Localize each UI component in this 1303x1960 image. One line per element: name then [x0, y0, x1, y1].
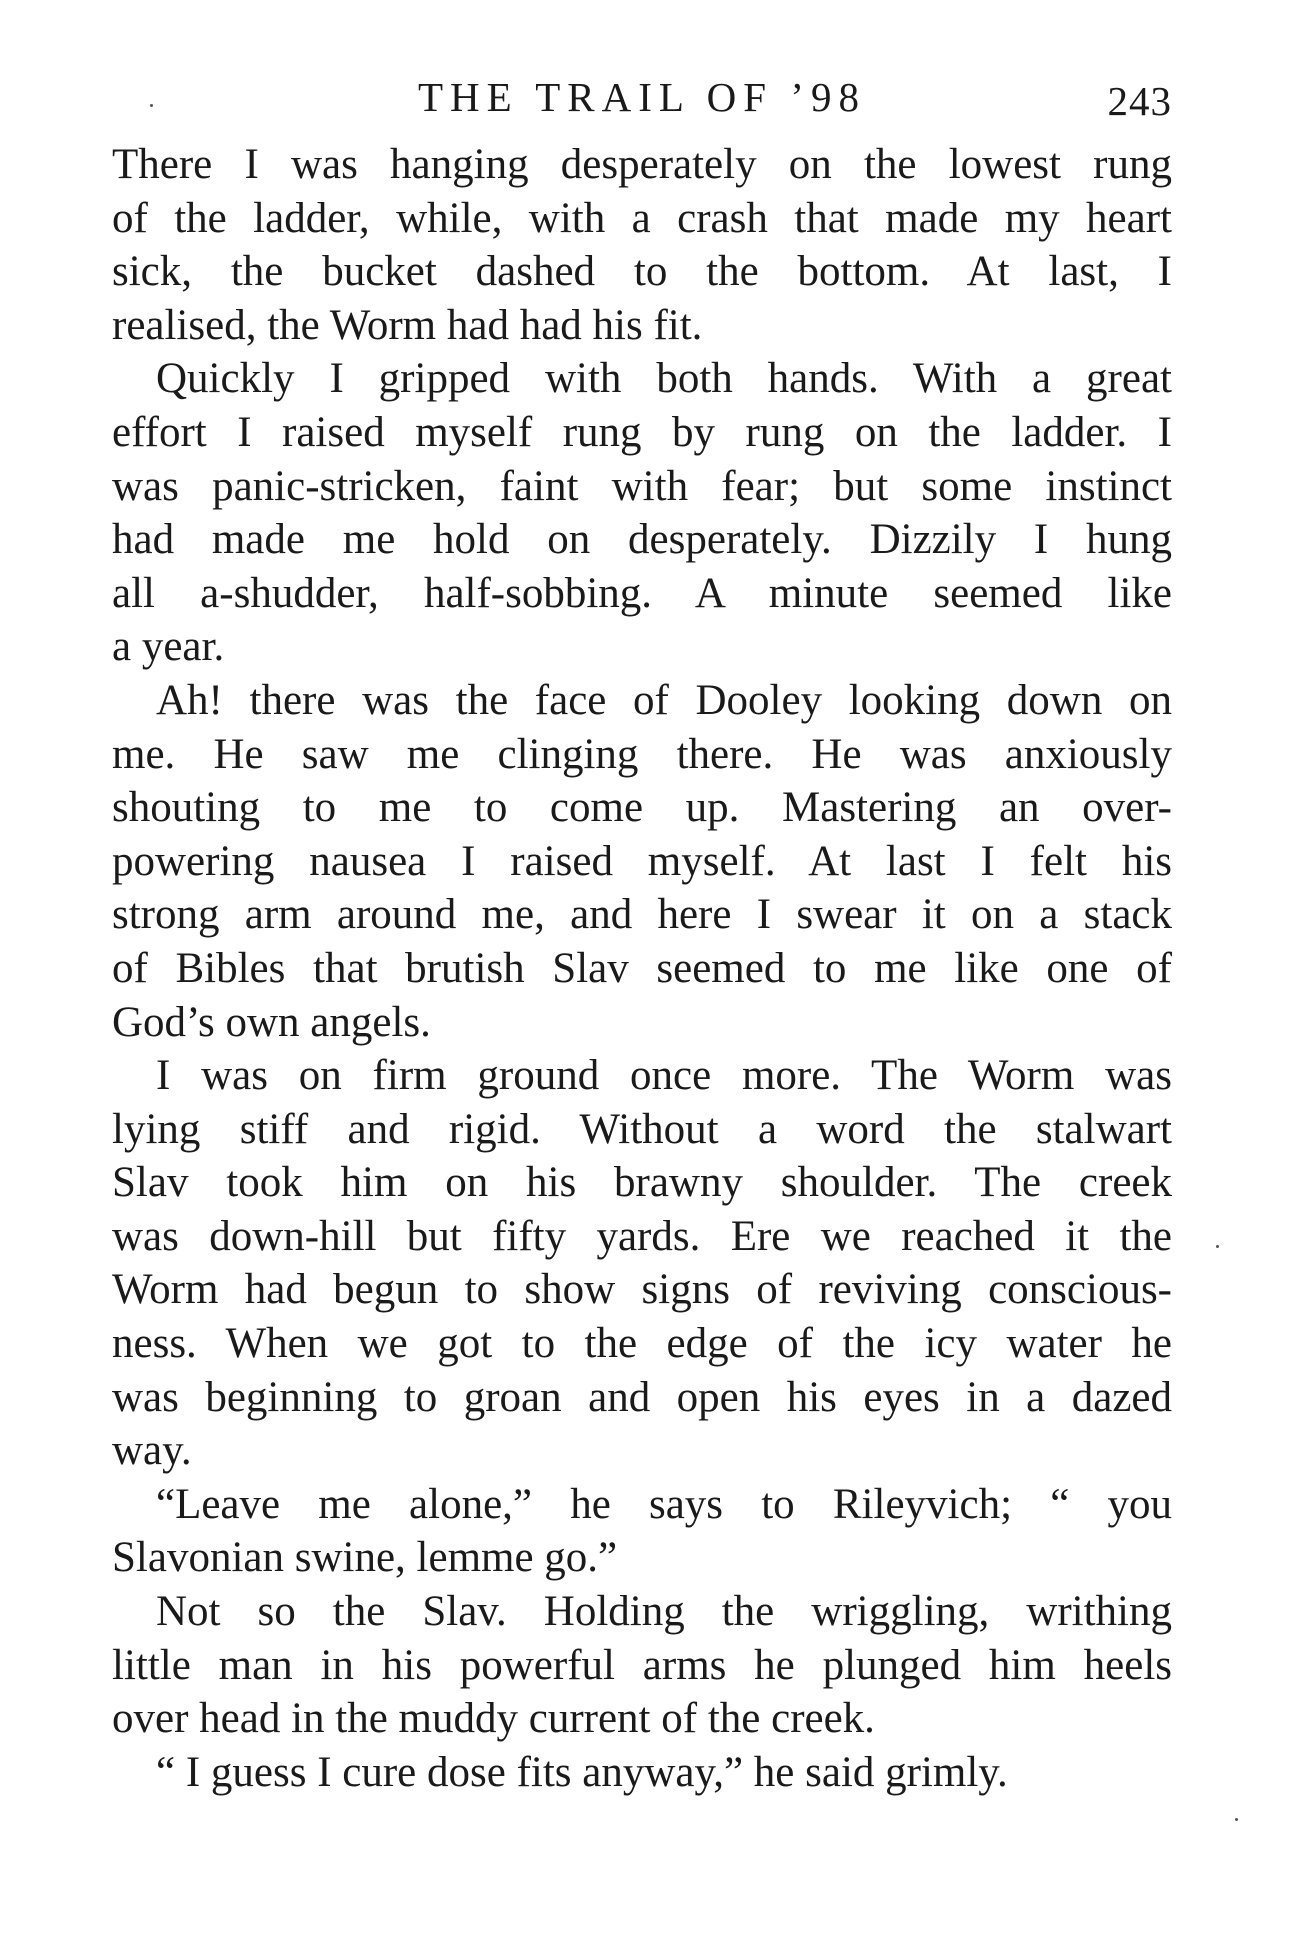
ink-speck — [1216, 1245, 1219, 1248]
text-line: was down-hill but fifty yards. Ere we reached it the — [112, 1212, 1172, 1260]
text-line: sick, the bucket dashed to the bottom. At last, I — [112, 248, 1172, 296]
text-line: had made me hold on desperately. Dizzily I hung — [112, 516, 1172, 564]
ink-speck — [1235, 1818, 1238, 1821]
paragraph — [112, 352, 1172, 674]
text-line: Slav took him on his brawny shoulder. The creek — [112, 1159, 1172, 1207]
paragraph — [112, 674, 1172, 1049]
text-line: Not so the Slav. Holding the wriggling, writhing — [156, 1588, 1172, 1636]
body-text — [112, 138, 1172, 1799]
text-line: powering nausea I raised myself. At last I felt his — [112, 837, 1172, 885]
text-line: was panic-stricken, faint with fear; but some instinct — [112, 462, 1172, 510]
text-line: realised, the Worm had had his fit. — [112, 301, 703, 349]
page-number: 243 — [1107, 78, 1172, 124]
text-line: me. He saw me clinging there. He was anxiously — [112, 730, 1172, 778]
text-line: over head in the muddy current of the creek. — [112, 1695, 875, 1743]
paragraph — [112, 138, 1172, 352]
text-line: lying stiff and rigid. Without a word the stalwart — [112, 1105, 1172, 1153]
paragraph — [112, 1049, 1172, 1478]
text-line: of the ladder, while, with a crash that made my heart — [112, 194, 1172, 242]
text-line: all a-shudder, half-sobbing. A minute seemed like — [112, 569, 1172, 617]
text-line: Quickly I gripped with both hands. With a great — [156, 355, 1172, 403]
text-line: ness. When we got to the edge of the icy water he — [112, 1320, 1172, 1368]
paragraph — [112, 1746, 1172, 1800]
text-line: shouting to me to come up. Mastering an over- — [112, 784, 1172, 832]
text-line: effort I raised myself rung by rung on the ladder. I — [112, 408, 1172, 456]
text-line: I was on firm ground once more. The Worm was — [156, 1052, 1172, 1100]
text-line: a year. — [112, 623, 225, 671]
text-line: “ I guess I cure dose fits anyway,” he said grimly. — [156, 1748, 1008, 1796]
running-title: THE TRAIL OF ’98 — [418, 74, 866, 120]
text-line: Slavonian swine, lemme go.” — [112, 1534, 618, 1582]
paragraph — [112, 1478, 1172, 1585]
text-line: was beginning to groan and open his eyes in a dazed — [112, 1373, 1172, 1421]
text-line: Ah! there was the face of Dooley looking down on — [156, 676, 1172, 724]
text-line: Worm had begun to show signs of reviving conscious- — [112, 1266, 1172, 1314]
text-line: strong arm around me, and here I swear it on a stack — [112, 891, 1172, 939]
text-line: way. — [112, 1427, 192, 1475]
text-line: There I was hanging desperately on the lowest rung — [112, 141, 1172, 188]
running-header — [112, 62, 1172, 132]
text-line: God’s own angels. — [112, 998, 431, 1046]
paragraph — [112, 1585, 1172, 1746]
text-line: of Bibles that brutish Slav seemed to me like one of — [112, 944, 1172, 992]
text-line: “Leave me alone,” he says to Rileyvich; “ you — [156, 1480, 1172, 1528]
text-line: little man in his powerful arms he plunged him heels — [112, 1641, 1172, 1689]
